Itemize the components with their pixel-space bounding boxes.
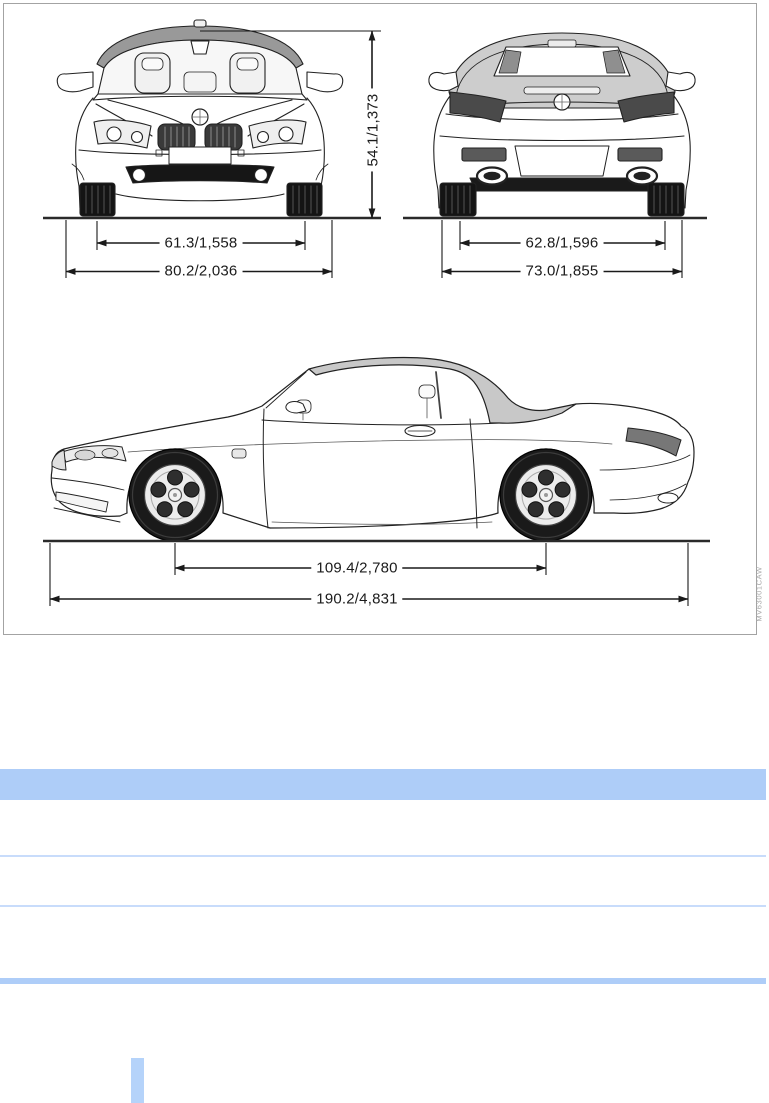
- table-header-band: [0, 769, 766, 800]
- front-wheel: [129, 449, 221, 541]
- left-accent-bar: [131, 1058, 144, 1103]
- table-row-divider: [0, 855, 766, 857]
- dimension-label-height: 54.1/1,373: [364, 89, 383, 172]
- table-bottom-rule: [0, 978, 766, 984]
- dimension-label-overall-length: 190.2/4,831: [311, 590, 402, 609]
- dimension-label-body-width: 73.0/1,855: [521, 262, 604, 281]
- dimension-label-front-track: 61.3/1,558: [160, 234, 243, 253]
- side-view-drawing: [51, 358, 694, 541]
- table-row-divider: [0, 905, 766, 907]
- dimension-label-rear-track: 62.8/1,596: [521, 234, 604, 253]
- rear-view-drawing: [429, 33, 695, 216]
- image-watermark-id: MV63001CAW: [754, 566, 764, 622]
- front-view-drawing: [57, 20, 342, 216]
- rear-wheel: [500, 449, 592, 541]
- dimension-label-overall-width: 80.2/2,036: [160, 262, 243, 281]
- dimension-label-wheelbase: 109.4/2,780: [311, 559, 402, 578]
